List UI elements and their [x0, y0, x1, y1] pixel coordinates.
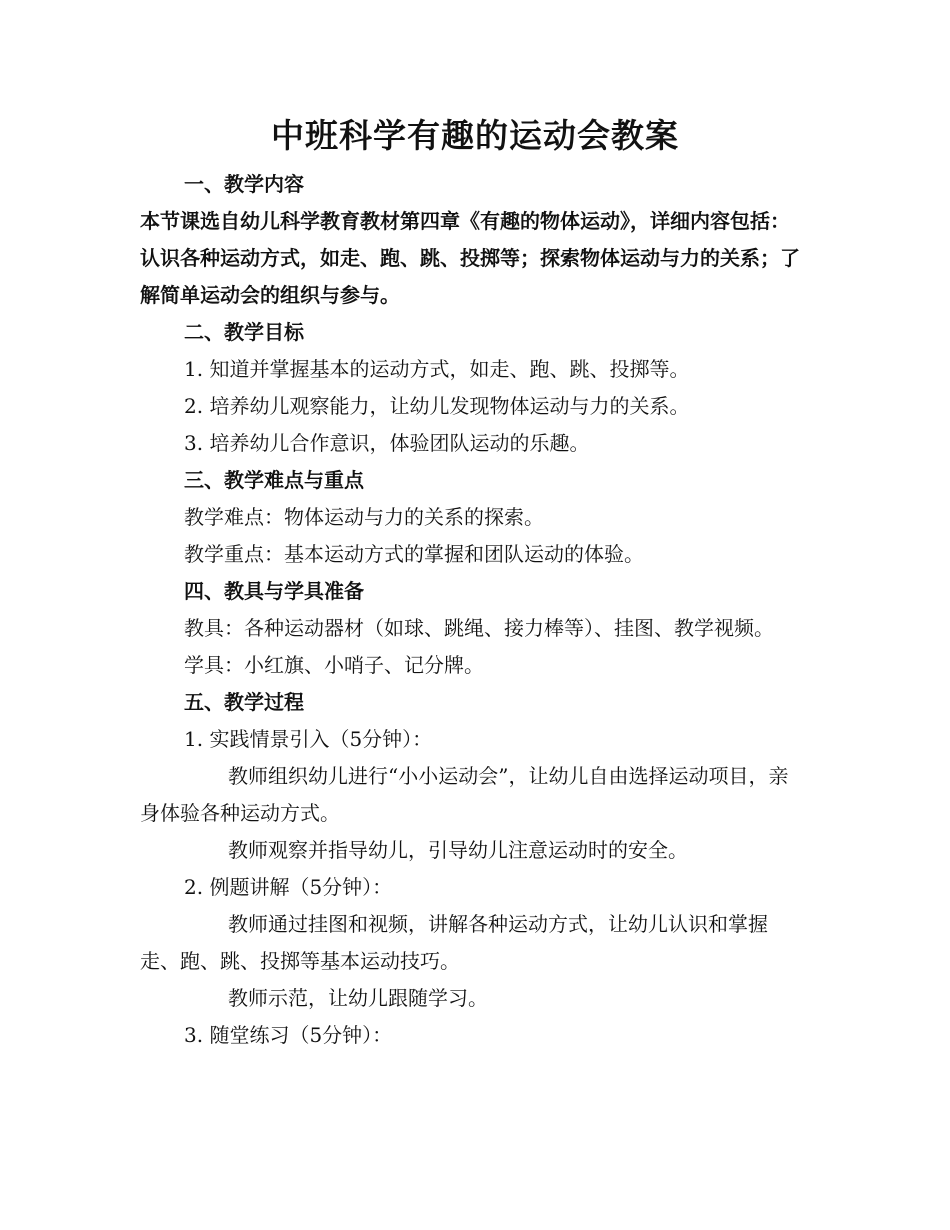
teaching-aids-text	[140, 610, 800, 647]
step-1-title: 1. 实践情景引入（5分钟）：	[184, 727, 433, 751]
document-title: 中班科学有趣的运动会教案	[271, 116, 679, 155]
step-1-para-2: 教师观察并指导幼儿，引导幼儿注意运动时的安全。	[228, 838, 688, 862]
step-3-title: 3. 随堂练习（5分钟）：	[184, 1023, 393, 1047]
section-heading-process: 五、教学过程	[184, 690, 304, 714]
section-heading-difficulty: 三、教学难点与重点	[184, 468, 364, 492]
learning-aids-text: 学具：小红旗、小哨子、记分牌。	[184, 653, 484, 677]
document-body	[140, 166, 800, 1054]
step-2-para-2: 教师示范，让幼儿跟随学习。	[228, 986, 488, 1010]
content-paragraph	[140, 203, 800, 314]
step-1-para-1	[140, 758, 800, 832]
goal-item-2: 2. 培养幼儿观察能力，让幼儿发现物体运动与力的关系。	[184, 394, 690, 418]
section-heading-materials: 四、教具与学具准备	[184, 579, 364, 603]
key-point-text: 教学重点：基本运动方式的掌握和团队运动的体验。	[184, 542, 644, 566]
step-2-para-1-text: 教师通过挂图和视频，讲解各种运动方式，让幼儿认识和掌握走、跑、跳、投掷等基本运动技巧。	[140, 912, 768, 973]
difficulty-text: 教学难点：物体运动与力的关系的探索。	[184, 505, 544, 529]
goal-item-3: 3. 培养幼儿合作意识，体验团队运动的乐趣。	[184, 431, 590, 455]
step-2-title: 2. 例题讲解（5分钟）：	[184, 875, 393, 899]
section-heading-content: 一、教学内容	[184, 172, 304, 196]
goal-item-1: 1. 知道并掌握基本的运动方式，如走、跑、跳、投掷等。	[184, 357, 690, 381]
content-paragraph-text: 本节课选自幼儿科学教育教材第四章《有趣的物体运动》，详细内容包括：认识各种运动方式，如走、跑、跳、投掷等；探索物体运动与力的关系；了解简单运动会的组织与参与。	[140, 209, 800, 307]
teaching-aids-span: 教具：各种运动器材（如球、跳绳、接力棒等）、挂图、教学视频。	[184, 616, 774, 640]
step-1-para-1-text: 教师组织幼儿进行“小小运动会”，让幼儿自由选择运动项目，亲身体验各种运动方式。	[140, 764, 789, 825]
step-2-para-1	[140, 906, 800, 980]
section-heading-goals: 二、教学目标	[184, 320, 304, 344]
